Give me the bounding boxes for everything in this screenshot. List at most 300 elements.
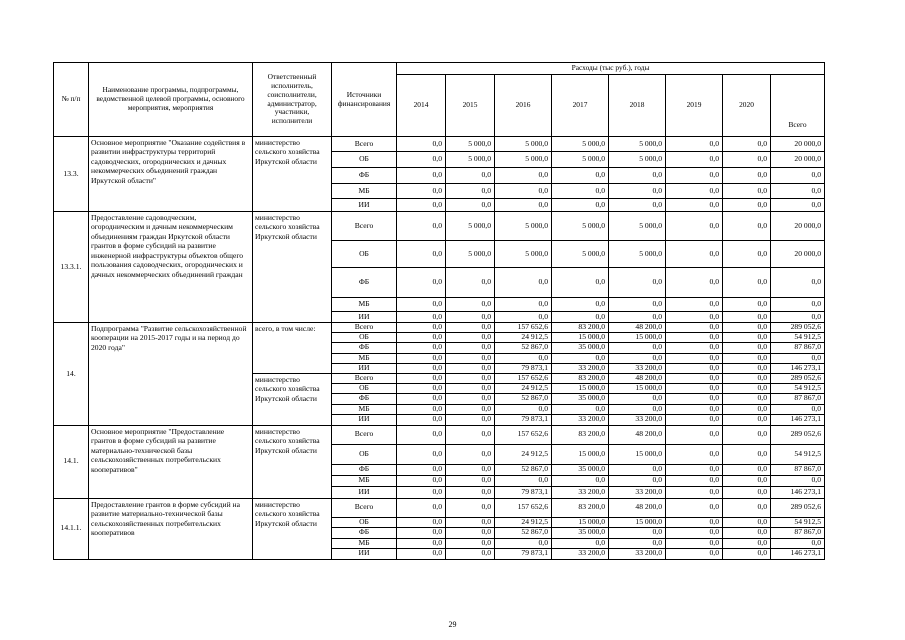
budget-table-container [53,62,825,560]
year-value-cell: 0,0 [723,212,771,241]
year-value-cell: 0,0 [397,498,446,517]
funding-source: Всего [332,323,397,333]
year-value-cell: 0,0 [666,363,723,373]
year-value-cell: 0,0 [723,268,771,298]
year-value-cell: 0,0 [723,353,771,363]
responsible-executor: министерство сельского хозяйства Иркутской области [253,498,332,559]
year-value-cell: 0,0 [723,373,771,383]
year-value-cell: 83 200,0 [552,425,609,444]
year-value-cell: 0,0 [397,137,446,152]
funding-source: ИИ [332,414,397,425]
year-value-cell: 0,0 [397,383,446,393]
total-cell: 54 912,5 [771,383,825,393]
year-value-cell: 0,0 [609,404,666,414]
year-value-cell: 5 000,0 [446,152,495,168]
responsible-executor: министерство сельского хозяйства Иркутской области [253,212,332,323]
total-cell: 0,0 [771,298,825,312]
year-value-cell: 0,0 [723,444,771,464]
year-value-cell: 0,0 [397,363,446,373]
year-value-cell: 0,0 [446,414,495,425]
year-value-cell: 33 200,0 [609,414,666,425]
year-value-cell: 0,0 [446,298,495,312]
year-value-cell: 24 912,5 [495,383,552,393]
item-number: 13.3.1. [54,212,89,323]
header-year: 2014 [397,75,446,137]
year-value-cell: 0,0 [723,425,771,444]
year-value-cell: 15 000,0 [552,444,609,464]
funding-source: ФБ [332,168,397,184]
year-value-cell: 79 873,1 [495,414,552,425]
year-value-cell: 15 000,0 [552,383,609,393]
responsible-executor: министерство сельского хозяйства Иркутской области [253,373,332,425]
year-value-cell: 5 000,0 [446,241,495,268]
total-cell: 146 273,1 [771,414,825,425]
year-value-cell: 0,0 [666,241,723,268]
year-value-cell: 157 652,6 [495,425,552,444]
header-source: Источники финансирования [332,63,397,137]
total-cell: 289 052,6 [771,498,825,517]
year-value-cell: 0,0 [552,298,609,312]
year-value-cell: 0,0 [723,517,771,527]
header-year: 2019 [666,75,723,137]
year-value-cell: 5 000,0 [609,137,666,152]
year-value-cell: 0,0 [666,168,723,184]
year-value-cell: 0,0 [666,184,723,199]
table-row [54,323,825,333]
year-value-cell: 0,0 [609,168,666,184]
year-value-cell: 0,0 [446,353,495,363]
header-expenses: Расходы (тыс руб.), годы [397,63,825,75]
year-value-cell: 0,0 [723,414,771,425]
year-value-cell: 0,0 [397,444,446,464]
year-value-cell: 0,0 [723,404,771,414]
year-value-cell: 0,0 [666,312,723,323]
year-value-cell: 0,0 [495,538,552,548]
total-cell: 20 000,0 [771,152,825,168]
table-row [54,212,825,241]
year-value-cell: 5 000,0 [446,212,495,241]
year-value-cell: 0,0 [552,184,609,199]
funding-source: ОБ [332,332,397,342]
year-value-cell: 0,0 [397,517,446,527]
year-value-cell: 0,0 [723,168,771,184]
total-cell: 289 052,6 [771,323,825,333]
funding-source: ИИ [332,548,397,559]
year-value-cell: 0,0 [446,332,495,342]
year-value-cell: 0,0 [723,241,771,268]
year-value-cell: 0,0 [397,527,446,538]
year-value-cell: 0,0 [666,404,723,414]
funding-source: ОБ [332,241,397,268]
year-value-cell: 0,0 [446,393,495,404]
total-cell: 0,0 [771,404,825,414]
year-value-cell: 0,0 [552,199,609,212]
year-value-cell: 5 000,0 [495,152,552,168]
year-value-cell: 0,0 [666,444,723,464]
year-value-cell: 0,0 [666,425,723,444]
year-value-cell: 0,0 [666,152,723,168]
total-cell: 289 052,6 [771,373,825,383]
year-value-cell: 5 000,0 [495,241,552,268]
responsible-executor: всего, в том числе: [253,323,332,374]
year-value-cell: 33 200,0 [609,548,666,559]
item-name: Предоставление садоводческим, огородническим и дачным некоммерческим объединениям граждан Иркутской области грантов в форме субсидий на развитие инженерной инфраструктуры объектов общего пользования садоводческих, огороднических и дачных некоммерческих объединений граждан [89,212,253,323]
year-value-cell: 0,0 [666,199,723,212]
year-value-cell: 0,0 [723,527,771,538]
total-cell: 0,0 [771,475,825,486]
funding-source: ОБ [332,152,397,168]
year-value-cell: 5 000,0 [609,152,666,168]
year-value-cell: 0,0 [666,486,723,498]
funding-source: МБ [332,404,397,414]
year-value-cell: 0,0 [552,475,609,486]
year-value-cell: 15 000,0 [609,383,666,393]
funding-source: ФБ [332,342,397,353]
year-value-cell: 79 873,1 [495,363,552,373]
year-value-cell: 0,0 [723,486,771,498]
year-value-cell: 0,0 [609,342,666,353]
header-year: 2015 [446,75,495,137]
year-value-cell: 0,0 [666,212,723,241]
table-body [54,137,825,560]
year-value-cell: 0,0 [723,498,771,517]
year-value-cell: 0,0 [552,312,609,323]
total-cell: 0,0 [771,268,825,298]
year-value-cell: 0,0 [397,538,446,548]
year-value-cell: 0,0 [723,342,771,353]
total-cell: 0,0 [771,312,825,323]
year-value-cell: 0,0 [609,268,666,298]
item-name: Подпрограмма "Развитие сельскохозяйственной кооперации на 2015-2017 годы и на период до 2020 года" [89,323,253,426]
year-value-cell: 0,0 [495,353,552,363]
header-num: № п/п [54,63,89,137]
year-value-cell: 0,0 [666,538,723,548]
year-value-cell: 5 000,0 [552,137,609,152]
budget-table [53,62,825,560]
year-value-cell: 0,0 [446,498,495,517]
year-value-cell: 0,0 [609,353,666,363]
funding-source: МБ [332,184,397,199]
year-value-cell: 0,0 [723,199,771,212]
item-name: Основное мероприятие "Предоставление грантов в форме субсидий на развитие материально-технической базы сельскохозяйственных потребительских кооперативов" [89,425,253,498]
year-value-cell: 15 000,0 [609,332,666,342]
total-cell: 0,0 [771,538,825,548]
year-value-cell: 0,0 [723,137,771,152]
year-value-cell: 0,0 [495,404,552,414]
year-value-cell: 0,0 [397,464,446,475]
year-value-cell: 0,0 [397,212,446,241]
funding-source: Всего [332,212,397,241]
year-value-cell: 52 867,0 [495,527,552,538]
header-year: 2017 [552,75,609,137]
funding-source: МБ [332,475,397,486]
year-value-cell: 0,0 [723,312,771,323]
year-value-cell: 0,0 [446,363,495,373]
total-cell: 289 052,6 [771,425,825,444]
year-value-cell: 0,0 [446,404,495,414]
year-value-cell: 0,0 [723,184,771,199]
year-value-cell: 0,0 [446,312,495,323]
year-value-cell: 0,0 [723,548,771,559]
total-cell: 0,0 [771,168,825,184]
year-value-cell: 48 200,0 [609,498,666,517]
year-value-cell: 0,0 [397,486,446,498]
year-value-cell: 0,0 [397,332,446,342]
year-value-cell: 0,0 [446,444,495,464]
total-cell: 87 867,0 [771,527,825,538]
year-value-cell: 0,0 [397,152,446,168]
year-value-cell: 0,0 [666,527,723,538]
year-value-cell: 0,0 [495,475,552,486]
year-value-cell: 0,0 [495,184,552,199]
item-number: 14.1. [54,425,89,498]
year-value-cell: 0,0 [397,548,446,559]
year-value-cell: 0,0 [446,184,495,199]
year-value-cell: 0,0 [397,268,446,298]
total-cell: 0,0 [771,199,825,212]
year-value-cell: 35 000,0 [552,393,609,404]
funding-source: Всего [332,373,397,383]
year-value-cell: 5 000,0 [495,137,552,152]
funding-source: ОБ [332,517,397,527]
year-value-cell: 15 000,0 [552,332,609,342]
year-value-cell: 0,0 [666,342,723,353]
year-value-cell: 15 000,0 [609,517,666,527]
year-value-cell: 0,0 [723,332,771,342]
total-cell: 146 273,1 [771,363,825,373]
year-value-cell: 0,0 [446,342,495,353]
year-value-cell: 0,0 [397,312,446,323]
table-header [54,63,825,137]
total-cell: 146 273,1 [771,486,825,498]
funding-source: ФБ [332,464,397,475]
funding-source: ИИ [332,199,397,212]
year-value-cell: 0,0 [552,168,609,184]
year-value-cell: 33 200,0 [552,548,609,559]
year-value-cell: 33 200,0 [552,486,609,498]
year-value-cell: 33 200,0 [552,414,609,425]
year-value-cell: 0,0 [723,393,771,404]
year-value-cell: 0,0 [666,414,723,425]
year-value-cell: 0,0 [397,199,446,212]
table-row [54,425,825,444]
total-cell: 87 867,0 [771,342,825,353]
year-value-cell: 0,0 [723,538,771,548]
year-value-cell: 35 000,0 [552,464,609,475]
year-value-cell: 0,0 [397,184,446,199]
year-value-cell: 0,0 [723,363,771,373]
year-value-cell: 0,0 [609,199,666,212]
year-value-cell: 0,0 [609,475,666,486]
year-value-cell: 5 000,0 [552,152,609,168]
year-value-cell: 0,0 [666,498,723,517]
year-value-cell: 0,0 [397,475,446,486]
year-value-cell: 0,0 [397,425,446,444]
header-year: 2020 [723,75,771,137]
header-name: Наименование программы, подпрограммы, ведомственной целевой программы, основного мероприятия, мероприятия [89,63,253,137]
year-value-cell: 0,0 [446,527,495,538]
year-value-cell: 0,0 [397,298,446,312]
year-value-cell: 0,0 [723,298,771,312]
year-value-cell: 0,0 [495,298,552,312]
year-value-cell: 0,0 [666,268,723,298]
year-value-cell: 157 652,6 [495,498,552,517]
header-responsible: Ответственный исполнитель, соисполнители, администратор, участники, исполнители [253,63,332,137]
year-value-cell: 0,0 [723,323,771,333]
funding-source: ИИ [332,486,397,498]
funding-source: Всего [332,425,397,444]
year-value-cell: 0,0 [609,298,666,312]
year-value-cell: 0,0 [446,425,495,444]
item-number: 14.1.1. [54,498,89,559]
year-value-cell: 0,0 [552,268,609,298]
year-value-cell: 0,0 [397,323,446,333]
year-value-cell: 5 000,0 [609,241,666,268]
funding-source: Всего [332,498,397,517]
funding-source: ФБ [332,268,397,298]
year-value-cell: 0,0 [397,353,446,363]
funding-source: ФБ [332,393,397,404]
total-cell: 87 867,0 [771,393,825,404]
total-cell: 54 912,5 [771,517,825,527]
year-value-cell: 0,0 [723,152,771,168]
year-value-cell: 0,0 [397,414,446,425]
year-value-cell: 0,0 [666,393,723,404]
year-value-cell: 0,0 [446,475,495,486]
year-value-cell: 52 867,0 [495,342,552,353]
total-cell: 87 867,0 [771,464,825,475]
year-value-cell: 35 000,0 [552,527,609,538]
total-cell: 20 000,0 [771,212,825,241]
year-value-cell: 83 200,0 [552,373,609,383]
year-value-cell: 0,0 [446,464,495,475]
year-value-cell: 0,0 [495,312,552,323]
total-cell: 20 000,0 [771,241,825,268]
year-value-cell: 0,0 [609,184,666,199]
year-value-cell: 0,0 [495,268,552,298]
year-value-cell: 0,0 [609,464,666,475]
year-value-cell: 0,0 [446,323,495,333]
year-value-cell: 0,0 [446,199,495,212]
year-value-cell: 0,0 [723,383,771,393]
total-cell: 146 273,1 [771,548,825,559]
year-value-cell: 0,0 [397,393,446,404]
total-cell: 54 912,5 [771,332,825,342]
year-value-cell: 0,0 [609,538,666,548]
year-value-cell: 0,0 [446,268,495,298]
year-value-cell: 0,0 [397,373,446,383]
year-value-cell: 0,0 [552,404,609,414]
year-value-cell: 33 200,0 [552,363,609,373]
year-value-cell: 48 200,0 [609,323,666,333]
year-value-cell: 0,0 [397,342,446,353]
year-value-cell: 15 000,0 [552,517,609,527]
funding-source: ОБ [332,444,397,464]
year-value-cell: 5 000,0 [552,212,609,241]
year-value-cell: 0,0 [397,241,446,268]
funding-source: ИИ [332,312,397,323]
header-total: Всего [771,75,825,137]
year-value-cell: 83 200,0 [552,498,609,517]
table-row [54,498,825,517]
funding-source: Всего [332,137,397,152]
item-name: Основное мероприятие "Оказание содействия в развитии инфраструктуры территорий садоводческих, огороднических и дачных некоммерческих объединений граждан Иркутской области" [89,137,253,212]
year-value-cell: 79 873,1 [495,486,552,498]
table-row [54,137,825,152]
year-value-cell: 0,0 [723,464,771,475]
header-year: 2016 [495,75,552,137]
year-value-cell: 0,0 [446,383,495,393]
year-value-cell: 24 912,5 [495,517,552,527]
year-value-cell: 0,0 [609,527,666,538]
year-value-cell: 15 000,0 [609,444,666,464]
year-value-cell: 0,0 [666,298,723,312]
year-value-cell: 0,0 [666,137,723,152]
year-value-cell: 0,0 [666,332,723,342]
year-value-cell: 5 000,0 [609,212,666,241]
year-value-cell: 0,0 [446,168,495,184]
year-value-cell: 0,0 [446,538,495,548]
year-value-cell: 52 867,0 [495,393,552,404]
year-value-cell: 48 200,0 [609,425,666,444]
funding-source: ИИ [332,363,397,373]
funding-source: МБ [332,298,397,312]
year-value-cell: 0,0 [666,323,723,333]
year-value-cell: 33 200,0 [609,363,666,373]
year-value-cell: 0,0 [666,517,723,527]
year-value-cell: 52 867,0 [495,464,552,475]
year-value-cell: 0,0 [609,312,666,323]
year-value-cell: 0,0 [666,353,723,363]
year-value-cell: 5 000,0 [552,241,609,268]
year-value-cell: 0,0 [666,548,723,559]
item-name: Предоставление грантов в форме субсидий на развитие материально-технической базы сельскохозяйственных потребительских кооперативов [89,498,253,559]
funding-source: МБ [332,538,397,548]
funding-source: ФБ [332,527,397,538]
year-value-cell: 0,0 [666,373,723,383]
year-value-cell: 79 873,1 [495,548,552,559]
total-cell: 0,0 [771,353,825,363]
year-value-cell: 83 200,0 [552,323,609,333]
total-cell: 0,0 [771,184,825,199]
header-year: 2018 [609,75,666,137]
year-value-cell: 157 652,6 [495,323,552,333]
year-value-cell: 0,0 [723,475,771,486]
year-value-cell: 24 912,5 [495,444,552,464]
page-number: 29 [448,620,457,629]
responsible-executor: министерство сельского хозяйства Иркутской области [253,137,332,212]
year-value-cell: 5 000,0 [446,137,495,152]
year-value-cell: 35 000,0 [552,342,609,353]
total-cell: 54 912,5 [771,444,825,464]
year-value-cell: 0,0 [397,404,446,414]
item-number: 13.3. [54,137,89,212]
year-value-cell: 0,0 [609,393,666,404]
year-value-cell: 0,0 [446,517,495,527]
year-value-cell: 0,0 [666,475,723,486]
year-value-cell: 0,0 [446,373,495,383]
year-value-cell: 0,0 [495,199,552,212]
responsible-executor: министерство сельского хозяйства Иркутской области [253,425,332,498]
year-value-cell: 0,0 [446,486,495,498]
funding-source: МБ [332,353,397,363]
funding-source: ОБ [332,383,397,393]
year-value-cell: 0,0 [666,464,723,475]
year-value-cell: 0,0 [552,353,609,363]
total-cell: 20 000,0 [771,137,825,152]
year-value-cell: 0,0 [446,548,495,559]
item-number: 14. [54,323,89,426]
